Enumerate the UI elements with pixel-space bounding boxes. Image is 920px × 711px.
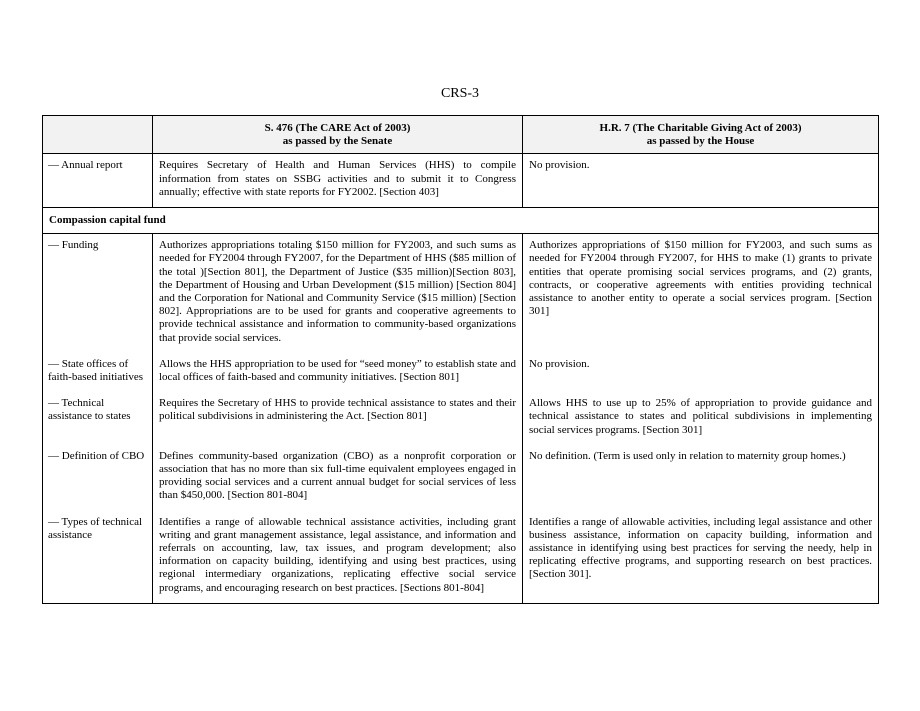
header-senate-subtitle: as passed by the Senate <box>282 135 393 148</box>
house-cell: Allows HHS to use up to 25% of appropriation to provide guidance and technical assistance to states and political subdivisions in implementing social services programs. [Section 301] <box>523 392 879 445</box>
header-house-title: H.R. 7 (The Charitable Giving Act of 2003) <box>599 122 802 134</box>
header-row <box>43 116 879 154</box>
row-label: — State offices of faith-based initiatives <box>43 353 153 392</box>
row-label: — Funding <box>43 234 153 353</box>
senate-cell: Requires the Secretary of HHS to provide technical assistance to states and their political subdivisions in administering the Act. [Section 801] <box>153 392 523 445</box>
senate-cell: Authorizes appropriations totaling $150 million for FY2003, and such sums as needed for FY2004 through FY2007, for the Department of HHS ($85 million of the total )[Section 801], the Department of Justice ($35 million)[Section 803], the Department of Housing and Urban Development ($15 million) [Section 804] and the Corporation for National and Community Service ($15 million) [Section 802]. Appropriations are to be used for grants and cooperative agreements to provide technical assistance and information to community-based organizations that provide social services. <box>153 234 523 353</box>
header-senate <box>153 116 523 154</box>
row-label: — Definition of CBO <box>43 445 153 511</box>
table-row-funding <box>43 234 879 353</box>
table-row-state-offices <box>43 353 879 392</box>
header-house <box>523 116 879 154</box>
section-header-row <box>43 208 879 234</box>
section-title: Compassion capital fund <box>43 208 879 234</box>
senate-cell: Identifies a range of allowable technical assistance activities, including grant writing and grant management assistance, legal assistance, and information and referrals on accounting, law, tax issues, and program development; also information on capacity building, identifying and using best practices, using regional intermediary organizations, replicating effective social service programs, and encouraging research on best practices. [Sections 801-804] <box>153 511 523 604</box>
row-label: — Types of technical assistance <box>43 511 153 604</box>
header-house-subtitle: as passed by the House <box>646 135 755 148</box>
row-label: — Annual report <box>43 154 153 208</box>
house-cell: Authorizes appropriations of $150 million for FY2003, and such sums as needed for FY2004 through FY2007, for HHS to make (1) grants to private entities that operate promising social services programs, and (2) grants, contracts, or cooperative agreements with entities providing technical assistance to another entity to operate a social services program. [Section 301] <box>523 234 879 353</box>
house-cell: No definition. (Term is used only in relation to maternity group homes.) <box>523 445 879 511</box>
house-cell: No provision. <box>523 353 879 392</box>
senate-cell: Defines community-based organization (CBO) as a nonprofit corporation or association that has no more than six full-time equivalent employees engaged in providing social services and a current annual budget for social services of less than $450,000. [Section 801-804] <box>153 445 523 511</box>
senate-cell: Allows the HHS appropriation to be used for “seed money” to establish state and local offices of faith-based and community initiatives. [Section 801] <box>153 353 523 392</box>
table-row-technical-assistance <box>43 392 879 445</box>
comparison-table <box>42 115 879 604</box>
house-cell: No provision. <box>523 154 879 208</box>
house-cell: Identifies a range of allowable activities, including legal assistance and other business assistance, information on capacity building, information and assistance in identifying using best practices for serving the needy, help in replicating effective programs, and supporting research on best practices. [Section 301]. <box>523 511 879 604</box>
table-row-definition-cbo <box>43 445 879 511</box>
header-senate-title: S. 476 (The CARE Act of 2003) <box>264 122 411 134</box>
row-label: — Technical assistance to states <box>43 392 153 445</box>
senate-cell: Requires Secretary of Health and Human Services (HHS) to compile information from states on SSBG activities and to submit it to Congress annually; effective with state reports for FY2002. [Section 403] <box>153 154 523 208</box>
header-blank-cell <box>43 116 153 154</box>
table-row-annual-report <box>43 154 879 208</box>
page-title: CRS-3 <box>440 86 480 101</box>
table-row-types-assistance <box>43 511 879 604</box>
